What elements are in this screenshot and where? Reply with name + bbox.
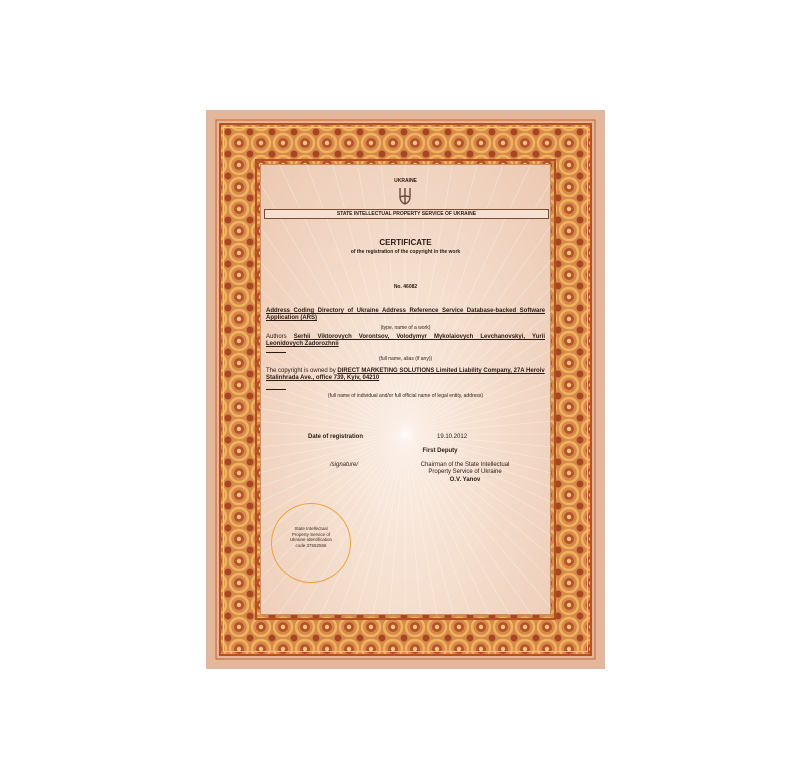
- owner-caption: (full name of individual and/or full official name of legal entity, address): [327, 393, 484, 399]
- registration-date: 19.10.2012: [437, 434, 468, 440]
- certificate-title: CERTIFICATE: [379, 238, 432, 247]
- signatory-title: First Deputy: [422, 448, 458, 454]
- certificate-body: [260, 164, 551, 615]
- seal-text: State Intellectual Property Service of Ukraine Identification code 37552556: [289, 526, 333, 548]
- country-name: UKRAINE: [394, 178, 417, 184]
- work-name: Address Coding Directory of Ukraine Address Reference Service Database-backed Software Application (ARS): [266, 308, 545, 321]
- work-caption: (type, name of a work): [380, 325, 431, 331]
- owner-name: DIRECT MARKETING SOLUTIONS Limited Liability Company, 27A Heroiv Stalinhrada Ave., office 739, Kyiv, 04210: [266, 368, 545, 381]
- authors-prefix: Authors: [266, 334, 287, 340]
- owner-line: [266, 368, 545, 382]
- authors-caption: (full name, alias (if any)): [378, 356, 433, 362]
- agency-banner: STATE INTELLECTUAL PROPERTY SERVICE OF UKRAINE: [264, 209, 549, 219]
- certificate-number: No. 46082: [393, 284, 418, 290]
- owner-prefix: The copyright is owned by: [266, 368, 336, 374]
- owner-rule: [266, 389, 286, 390]
- official-seal: [271, 503, 351, 583]
- signatory-name: O.V. Yanov: [449, 477, 481, 483]
- signatory-position: Chairman of the State Intellectual Property Service of Ukraine: [420, 462, 510, 475]
- authors-rule: [266, 352, 286, 353]
- registration-label: Date of registration: [308, 434, 364, 440]
- signature-note: /signature/: [330, 462, 359, 468]
- authors-names: Serhii Viktorovych Vorontsov, Volodymyr Mykolaiovych Levchanovskyi, Yurii Leonidovych Zadorozhnii: [266, 334, 546, 347]
- certificate: [206, 110, 605, 669]
- trident-icon: [398, 187, 412, 205]
- certificate-subtitle: of the registration of the copyright in the work: [350, 249, 461, 255]
- authors-line: [266, 334, 545, 348]
